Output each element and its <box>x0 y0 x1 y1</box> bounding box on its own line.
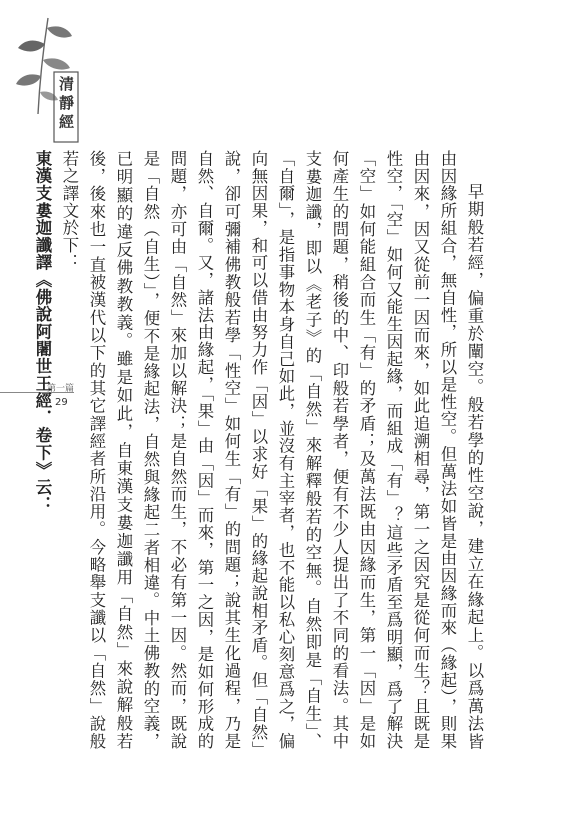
paragraph-citation: 東漢支婁迦讖譯《佛說阿闍世王經．卷下》云： <box>33 150 52 514</box>
logo-text: 清靜經 <box>57 76 75 133</box>
section-label: 第一篇 <box>47 384 75 394</box>
page-number: 29 <box>55 397 68 408</box>
logo <box>10 14 80 164</box>
paragraph-main: 早期般若經，偏重於闡空。般若學的性空說，建立在緣起上。以爲萬法皆由因緣所組合，無自性，所以是性空。但萬法如皆是由因緣而來（緣起），則果由因來，因又從前一因而來，如此追溯相尋，第一之因究是從何而生？且既是性空，「空」如何又能生因起緣，而組成「有」？這些矛盾至爲明顯，爲了解決「空」如何能組合而生「有」的矛盾；及萬法既由因緣而生，第一「因」是如何產生的問題，稍後的中、印般若學者，便有不少人提出了不同的看法。其中支婁迦讖，即以《老子》的「自然」來解釋般若的空無。自然即是「自生」、「自爾」，是指事物本身自己如此，並沒有主宰者，也不能以私心刻意爲之，偏向無因果，和可以借由努力作「因」以求好「果」的緣起說相矛盾。但「自然」說，卻可彌補佛教般若學「性空」如何生「有」的問題；說其生化過程，乃是自然、自爾。又，諸法由緣起，「果」由「因」而來，第一之因，是如何形成的問題，亦可由「自然」來加以解決；是自然而生，不必有第一因。然而，既說是「自然（自生）」，便不是緣起法，自然與緣起二者相違。中土佛教的空義，已明顯的違反佛教教義。雖是如此，自東漢支婁迦讖用「自然」來說解般若後，後來也一直被漢代以下的其它譯經者所沿用。今略舉支讖以「自然」說般若之譯文於下： <box>60 150 484 750</box>
